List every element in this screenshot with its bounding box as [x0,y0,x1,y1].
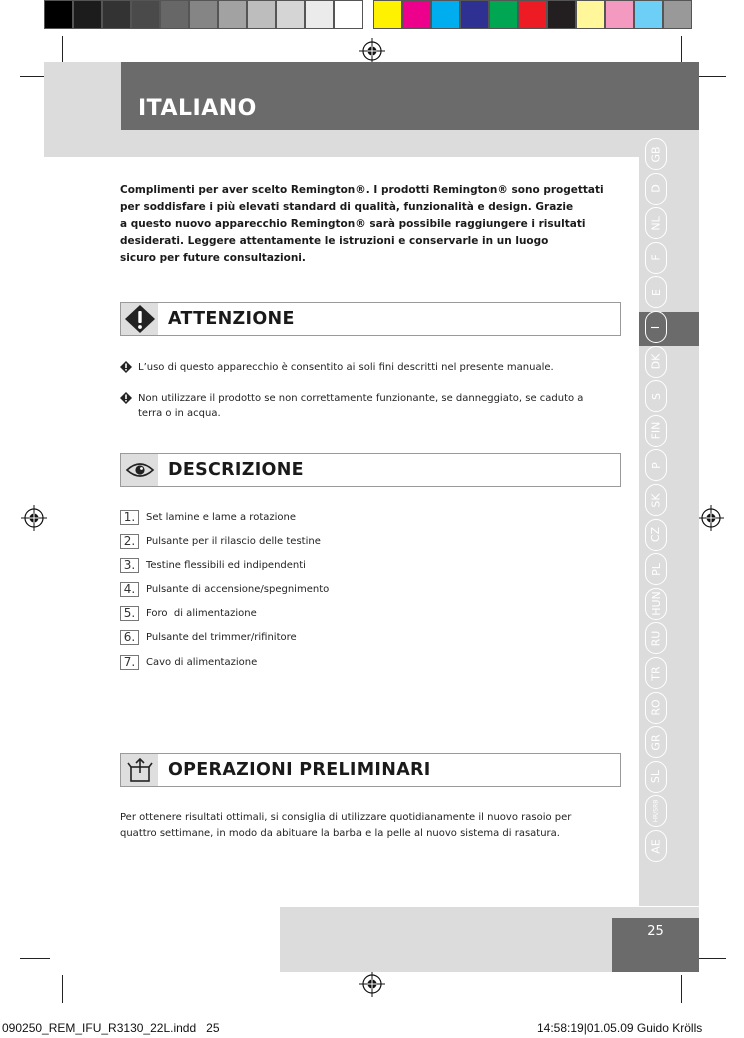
item-number: 6. [120,630,139,645]
page-title: ITALIANO [138,96,257,121]
item-number: 2. [120,534,139,549]
swatch-gap [363,0,373,29]
language-tab-i[interactable] [645,311,667,343]
color-swatch [431,0,460,29]
item-label: Foro di alimentazione [146,608,257,619]
section-title: ATTENZIONE [168,309,295,329]
item-number: 4. [120,582,139,597]
registration-mark-icon [359,971,385,997]
intro-paragraph: Complimenti per aver scelto Remington®. I prodotti Remington® sono progettati per soddisfare i più elevati standard di qualità, funzionalità e design. Grazie a questo nuovo apparecchio Remington® sarà possibile raggiungere i risultati desiderati. Leggere attentamente le istruzioni e conservarle in un luogo sicuro per future consultazioni. [120,184,604,264]
language-tab-gr[interactable] [645,726,667,758]
color-swatch [189,0,218,29]
list-item-text: L’uso di questo apparecchio è consentito ai soli fini descritti nel presente manuale. [138,362,554,373]
language-tab-label: D [649,184,663,193]
item-label: Cavo di alimentazione [146,657,258,668]
language-tab-fin[interactable] [645,415,667,447]
language-tab-d[interactable] [645,173,667,205]
language-tab-label: AE [649,838,663,854]
page-number: 25 [647,924,664,939]
item-label: Set lamine e lame a rotazione [146,512,297,523]
list-item [120,533,321,550]
language-tab-ae[interactable] [645,830,667,862]
crop-mark [681,36,682,64]
crop-mark [696,76,726,77]
color-swatch [663,0,692,29]
language-tab-label: I [649,325,663,329]
warning-icon [121,303,158,335]
language-tab-tr[interactable] [645,657,667,689]
item-number: 7. [120,655,139,670]
section-header-descrizione [120,453,621,487]
language-tab-sk[interactable] [645,484,667,516]
list-item [120,391,610,421]
language-tab-label: HUN [649,591,663,617]
language-tab-e[interactable] [645,276,667,308]
language-tab-ro[interactable] [645,692,667,724]
item-label: Pulsante del trimmer/rifinitore [146,632,297,643]
color-calibration-bar [44,0,692,29]
language-tab-label: RU [649,630,663,647]
language-tab-label: FIN [649,421,663,440]
list-item [120,654,257,671]
language-tab-label: RO [649,699,663,716]
color-swatch [576,0,605,29]
crop-mark [681,975,682,1003]
crop-mark [62,36,63,64]
color-swatch [305,0,334,29]
section-header-attenzione [120,302,621,336]
section-title: DESCRIZIONE [168,460,304,480]
language-tab-label: P [649,462,663,469]
language-tab-label: GR [649,734,663,751]
language-tab-ru[interactable] [645,622,667,654]
color-swatch [218,0,247,29]
crop-mark [20,958,50,959]
color-swatch [276,0,305,29]
item-label: Testine flessibili ed indipendenti [146,560,306,571]
color-swatch [547,0,576,29]
crop-mark [696,958,726,959]
language-tab-label: TR [649,665,663,681]
list-item [120,557,306,574]
language-tab-label: S [649,392,663,400]
color-swatch [44,0,73,29]
language-tab-gb[interactable] [645,138,667,170]
color-swatch [102,0,131,29]
list-item [120,629,297,646]
registration-mark-icon [359,38,385,64]
color-swatch [334,0,363,29]
color-swatch [605,0,634,29]
color-swatch [402,0,431,29]
language-tab-hun[interactable] [645,588,667,620]
language-tab-label: SL [649,770,663,784]
list-item [120,605,257,622]
language-tab-s[interactable] [645,380,667,412]
color-swatch [160,0,189,29]
language-tab-label: F [649,254,663,261]
language-tab-label: CZ [649,526,663,543]
item-number: 1. [120,510,139,525]
preliminary-paragraph: Per ottenere risultati ottimali, si consiglia di utilizzare quotidianamente il nuovo rasoio per quattro settimane, in modo da abituare la barba e la pelle al nuovo sistema di rasatura. [120,812,572,839]
language-tab-label: GB [649,145,663,163]
item-label: Pulsante per il rilascio delle testine [146,536,321,547]
item-number: 3. [120,558,139,573]
color-swatch [634,0,663,29]
language-tab-hr-srb[interactable] [645,795,667,827]
language-tab-cz[interactable] [645,519,667,551]
language-tab-f[interactable] [645,242,667,274]
section-title: OPERAZIONI PRELIMINARI [168,760,431,780]
color-swatch [247,0,276,29]
list-item-text: Non utilizzare il prodotto se non correttamente funzionante, se danneggiato, se caduto a terra o in acqua. [138,393,584,419]
list-item [120,509,296,526]
language-tab-label: HR/SRB [652,799,660,823]
registration-mark-icon [698,505,724,531]
timestamp-slug: 14:58:19|01.05.09 Guido Krölls [537,1021,703,1035]
section-header-operazioni [120,753,621,787]
color-swatch [460,0,489,29]
eye-icon [121,454,158,486]
crop-mark [62,975,63,1003]
color-swatch [73,0,102,29]
language-tab-nl[interactable] [645,207,667,239]
language-tab-label: SK [649,492,663,508]
language-tab-sl[interactable] [645,761,667,793]
color-swatch [131,0,160,29]
list-item [120,360,610,375]
file-slug: 090250_REM_IFU_R3130_22L.indd 25 [2,1021,220,1035]
list-item [120,581,329,598]
diamond-bullet-icon [120,361,132,373]
item-label: Pulsante di accensione/spegnimento [146,584,330,595]
unbox-icon [121,754,158,786]
diamond-bullet-icon [120,392,132,404]
language-tab-pl[interactable] [645,553,667,585]
color-swatch [489,0,518,29]
language-tab-dk[interactable] [645,346,667,378]
color-swatch [373,0,402,29]
language-tab-label: PL [649,562,663,576]
language-tab-label: DK [649,353,663,370]
language-tab-label: E [649,288,663,296]
color-swatch [518,0,547,29]
language-tab-p[interactable] [645,449,667,481]
item-number: 5. [120,606,139,621]
registration-mark-icon [21,505,47,531]
language-tab-label: NL [649,216,663,231]
